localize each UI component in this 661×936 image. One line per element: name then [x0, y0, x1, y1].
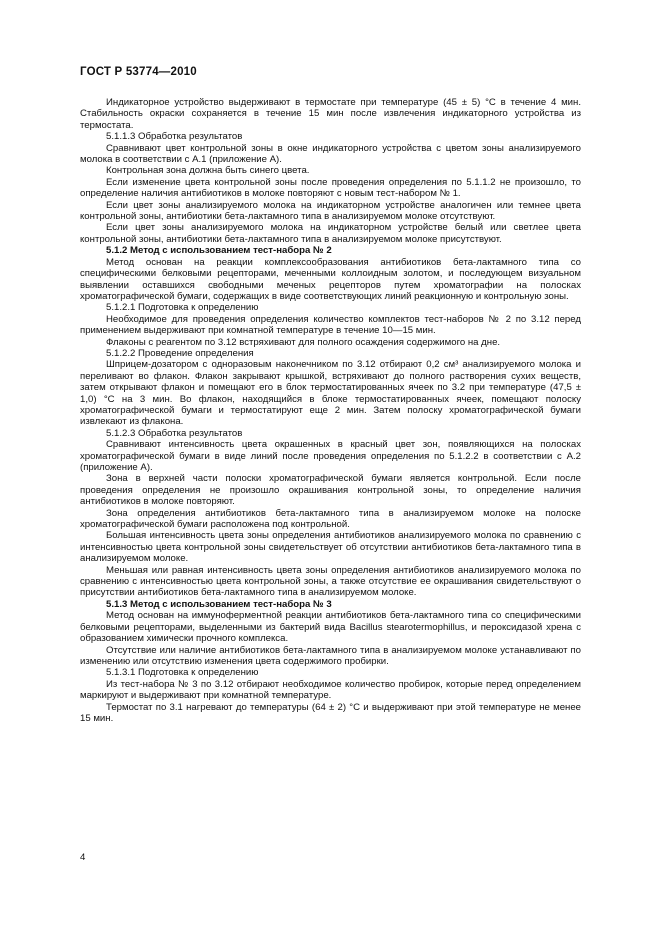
paragraph: Зона в верхней части полоски хроматографической бумаги является контрольной. Если после проведения определения не произошло окрашивания контрольной зоны, то определение наличия антибиотиков в молоке повторяют. — [80, 473, 581, 508]
paragraph: Сравнивают интенсивность цвета окрашенных в красный цвет зон, появляющихся на полосках хроматографической бумаги в виде линий после проведения определения по 5.1.2.2 в соответствии с А.2 (приложение А). — [80, 439, 581, 473]
paragraph: Если изменение цвета контрольной зоны после проведения определения по 5.1.1.2 не произошло, то определение наличия антибиотиков в молоке повторяют с новым тест-набором № 1. — [80, 176, 581, 200]
paragraph: Большая интенсивность цвета зоны определения антибиотиков анализируемого молока по сравнению с интенсивностью цвета контрольной зоны свидетельствует об отсутствии антибиотиков бета-лактамного типа в анализируемом молоке. — [80, 530, 581, 565]
paragraph: Если цвет зоны анализируемого молока на индикаторном устройстве аналогичен или темнее цвета контрольной зоны, антибиотики бета-лактамного типа в анализируемом молоке отсутствуют. — [80, 199, 581, 223]
paragraph: Метод основан на реакции комплексообразования антибиотиков бета-лактамного типа со специфическими белковыми рецепторами, меченными коллоидным золотом, и последующем визуальном выявлении оставшихся свободными меченых рецепторов путем хроматографии на полосках хроматографической бумаги, содержащих в виде соответствующих линий реакционную и контрольную зоны. — [80, 256, 581, 302]
paragraph: Необходимое для проведения определения количество комплектов тест-наборов № 2 по 3.12 перед применением выдерживают при комнатной температуре в течение 10—15 мин. — [80, 313, 581, 337]
paragraph: 5.1.2.3 Обработка результатов — [106, 427, 243, 439]
page-number: 4 — [80, 852, 86, 863]
paragraph: 5.1.3.1 Подготовка к определению — [106, 667, 259, 679]
paragraph: Флаконы с реагентом по 3.12 встряхивают для полного осаждения содержимого на дне. — [106, 336, 501, 348]
paragraph: Контрольная зона должна быть синего цвета. — [106, 165, 310, 177]
paragraph: Термостат по 3.1 нагревают до температуры (64 ± 2) °С и выдерживают при этой температуре не менее 15 мин. — [80, 701, 581, 724]
paragraph: Из тест-набора № 3 по 3.12 отбирают необходимое количество пробирок, которые перед определением маркируют и выдерживают при комнатной температуре. — [80, 678, 581, 702]
paragraph: Шприцем-дозатором с одноразовым наконечником по 3.12 отбирают 0,2 см³ анализируемого молока и переливают во флакон. Флакон закрывают крышкой, встряхивают до полного растворения сухих веществ, затем открывают флакон и помещают его в блок термостатированных ячеек по 3.2 при температуре (47,5 ± 1,0) °С на 3 мин. Во флакон, находящийся в блоке термостатированных ячеек, помещают полоску хроматографической бумаги и термостатируют еще 2 мин. Затем полоску хроматографической бумаги извлекают из флакона. — [80, 359, 581, 428]
section-heading: 5.1.3 Метод с использованием тест-набора № 3 — [106, 598, 332, 610]
section-heading: 5.1.2 Метод с использованием тест-набора № 2 — [106, 245, 332, 257]
paragraph: 5.1.1.3 Обработка результатов — [106, 131, 243, 143]
paragraph: Метод основан на иммуноферментной реакции антибиотиков бета-лактамного типа со специфическими белковыми рецепторами, выделенными из бактерий вида Bacillus stearotermophillus, и пероксидазой хрена с образованием химически прочного комплекса. — [80, 610, 581, 645]
standard-header: ГОСТ Р 53774—2010 — [80, 66, 197, 78]
document-body — [80, 97, 581, 724]
paragraph: Меньшая или равная интенсивность цвета зоны определения антибиотиков анализируемого молока по сравнению с интенсивностью цвета контрольной зоны, а также отсутствие ее окрашивания свидетельствуют о присутствии антибиотиков бета-лактамного типа в анализируемом молоке. — [80, 564, 581, 599]
paragraph: Отсутствие или наличие антибиотиков бета-лактамного типа в анализируемом молоке устанавливают по изменению или отсутствию изменения цвета содержимого пробирки. — [80, 644, 581, 667]
paragraph: Если цвет зоны анализируемого молока на индикаторном устройстве белый или светлее цвета контрольной зоны, антибиотики бета-лактамного типа в анализируемом молоке присутствуют. — [80, 222, 581, 245]
paragraph: Сравнивают цвет контрольной зоны в окне индикаторного устройства с цветом зоны анализируемого молока в соответствии с А.1 (приложение А). — [80, 142, 581, 166]
paragraph: 5.1.2.1 Подготовка к определению — [106, 302, 259, 314]
paragraph: Индикаторное устройство выдерживают в термостате при температуре (45 ± 5) °С в течение 4 мин. Стабильность окраски сохраняется в течение 15 мин после извлечения индикаторного устройства из термостата. — [80, 97, 581, 131]
paragraph: Зона определения антибиотиков бета-лактамного типа в анализируемом молоке на полоске хроматографической бумаги расположена под контрольной. — [80, 507, 581, 531]
paragraph: 5.1.2.2 Проведение определения — [106, 347, 254, 359]
